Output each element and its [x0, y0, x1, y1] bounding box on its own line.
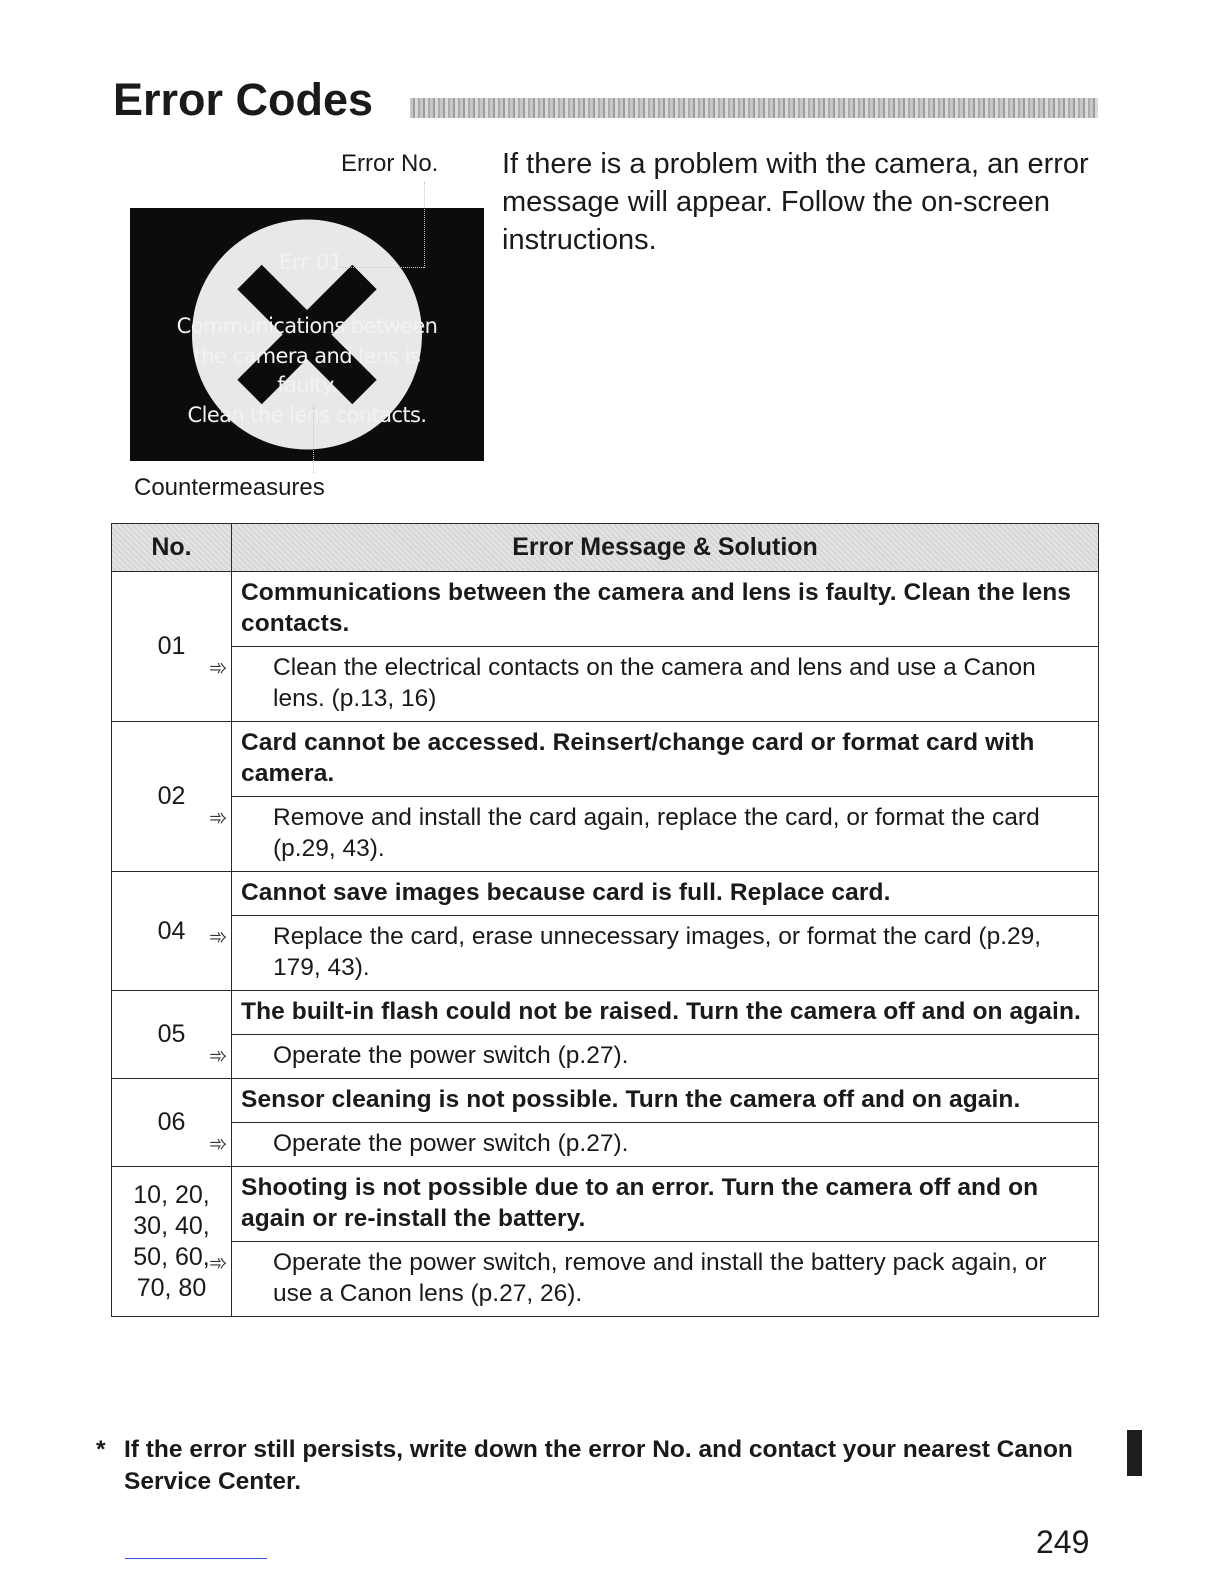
error-message: Shooting is not possible due to an error. Turn the camera off and on again or re-install the battery. [232, 1167, 1099, 1242]
error-number: 01 [112, 572, 232, 722]
table-row [112, 797, 1099, 872]
section-thumb-tab [1127, 1430, 1142, 1476]
error-number: 06 [112, 1079, 232, 1167]
arrow-right-icon: ➾ [209, 1250, 228, 1275]
table-row [112, 722, 1099, 797]
table-row [112, 1035, 1099, 1079]
countermeasures-leader-line [313, 405, 314, 473]
error-solution: ➾ Replace the card, erase unnecessary images, or format the card (p.29, 179, 43). [232, 916, 1099, 991]
error-solution: ➾ Remove and install the card again, replace the card, or format the card (p.29, 43). [232, 797, 1099, 872]
footnote-text: If the error still persists, write down the error No. and contact your nearest Canon Service Center. [124, 1436, 1073, 1495]
screen-error-message: Communications between the camera and lens is faulty. Clean the lens contacts. [176, 314, 438, 427]
error-solution: ➾ Clean the electrical contacts on the camera and lens and use a Canon lens. (p.13, 16) [232, 647, 1099, 722]
table-row [112, 1167, 1099, 1242]
header-no: No. [112, 524, 232, 572]
footnote [96, 1434, 1100, 1498]
header-message-solution: Error Message & Solution [232, 524, 1099, 572]
error-message: Sensor cleaning is not possible. Turn the camera off and on again. [232, 1079, 1099, 1123]
page-number: 249 [1036, 1524, 1090, 1560]
arrow-right-icon: ➾ [209, 1043, 228, 1068]
error-no-label: Error No. [341, 150, 439, 177]
error-message: Communications between the camera and lens is faulty. Clean the lens contacts. [232, 572, 1099, 647]
error-number: 02 [112, 722, 232, 872]
countermeasures-label: Countermeasures [134, 474, 325, 501]
error-message: The built-in flash could not be raised. Turn the camera off and on again. [232, 991, 1099, 1035]
error-number: 05 [112, 991, 232, 1079]
arrow-right-icon: ➾ [209, 805, 228, 830]
footnote-marker: * [96, 1436, 106, 1463]
arrow-right-icon: ➾ [209, 655, 228, 680]
error-no-leader-line [424, 182, 425, 268]
error-number: 04 [112, 872, 232, 991]
table-row [112, 916, 1099, 991]
error-solution: ➾ Operate the power switch (p.27). [232, 1035, 1099, 1079]
title-rule-decoration [410, 98, 1098, 118]
error-solution: ➾ Operate the power switch, remove and install the battery pack again, or use a Canon lens (p.27, 26). [232, 1242, 1099, 1317]
error-solution: ➾ Operate the power switch (p.27). [232, 1123, 1099, 1167]
error-number: 10, 20, 30, 40, 50, 60, 70, 80 [112, 1167, 232, 1317]
error-code-table [111, 523, 1099, 1317]
error-message: Cannot save images because card is full. Replace card. [232, 872, 1099, 916]
table-row [112, 1123, 1099, 1167]
error-no-leader-line [338, 267, 424, 268]
table-row [112, 991, 1099, 1035]
error-message: Card cannot be accessed. Reinsert/change card or format card with camera. [232, 722, 1099, 797]
screen-error-code: Err 01 [279, 250, 343, 274]
table-row [112, 872, 1099, 916]
intro-paragraph: If there is a problem with the camera, an error message will appear. Follow the on-screen instructions. [502, 148, 1089, 256]
table-header-row [112, 524, 1099, 572]
bottom-underline-decoration [125, 1558, 267, 1559]
table-row [112, 572, 1099, 647]
table-row [112, 1079, 1099, 1123]
table-row [112, 1242, 1099, 1317]
table-row [112, 647, 1099, 722]
arrow-right-icon: ➾ [209, 1131, 228, 1156]
arrow-right-icon: ➾ [209, 924, 228, 949]
page-title: Error Codes [113, 74, 374, 125]
